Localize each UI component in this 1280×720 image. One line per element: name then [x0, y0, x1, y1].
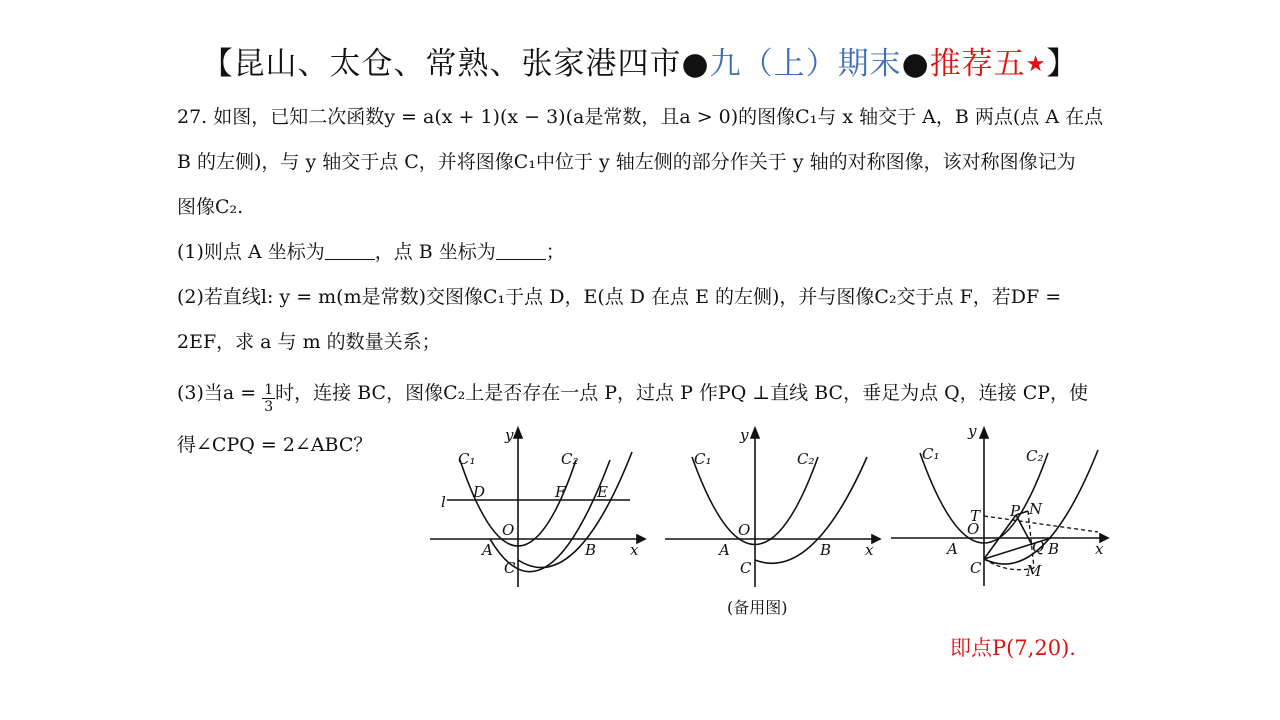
q3-pre: (3)当a = — [177, 382, 263, 404]
fraction-numerator: 1 — [264, 382, 274, 398]
problem-number: 27. — [177, 106, 208, 128]
segment-cp — [984, 515, 1016, 559]
label-p: P — [1010, 502, 1021, 520]
q1-text-b: ，点 B 坐标为 — [374, 241, 496, 263]
title-recommend: 推荐五 — [929, 46, 1026, 82]
label-n: N — [1029, 500, 1043, 518]
question-2-line2: 2EF，求 a 与 m 的数量关系； — [177, 331, 441, 353]
fraction-one-third — [262, 382, 275, 415]
label-m: M — [1026, 562, 1042, 580]
title-bracket-open: 【 — [201, 46, 234, 82]
title-dot: ● — [901, 46, 930, 82]
question-3-line2: 得∠CPQ = 2∠ABC？ — [177, 434, 373, 456]
figure-2 — [662, 422, 887, 592]
label-b: B — [820, 541, 832, 559]
figure-1 — [425, 422, 650, 592]
label-o: O — [502, 521, 515, 539]
label-c: C — [740, 559, 752, 577]
problem-stem-line3: 图像C₂. — [177, 196, 244, 218]
answer-blank-b — [496, 241, 546, 260]
title-bracket-close: 】 — [1046, 46, 1079, 82]
label-x: x — [865, 541, 874, 559]
label-o: O — [967, 520, 980, 538]
dashed-line-t — [984, 516, 1098, 532]
label-c1: C₁ — [922, 445, 940, 463]
q1-text-a: (1)则点 A 坐标为 — [177, 241, 325, 263]
title-region: 昆山、太仓、常熟、张家港四市● — [233, 46, 710, 82]
question-3-line1 — [177, 378, 1088, 415]
answer-text: 即点P(7,20). — [950, 636, 1076, 660]
question-1 — [177, 237, 565, 264]
label-x: x — [1095, 540, 1104, 558]
label-c2: C₂ — [797, 450, 815, 468]
label-t: T — [970, 507, 981, 525]
q3-post: 时，连接 BC，图像C₂上是否存在一点 P，过点 P 作PQ ⊥直线 BC，垂足为点 Q，连接 CP，使 — [275, 382, 1089, 404]
star-icon: ★ — [1025, 52, 1047, 77]
answer-blank-a — [325, 241, 375, 260]
curve-c2 — [755, 457, 867, 563]
y-axis-arrow — [514, 428, 522, 438]
label-e: E — [597, 483, 608, 501]
label-c: C — [970, 559, 982, 577]
label-a: A — [482, 541, 493, 559]
label-l: l — [441, 493, 446, 511]
label-q: Q — [1032, 538, 1045, 556]
problem-stem-line2: B 的左侧)，与 y 轴交于点 C，并将图像C₁中位于 y 轴左侧的部分作关于 y 轴的对称图像，该对称图像记为 — [177, 151, 1076, 173]
figure-3 — [888, 418, 1113, 588]
title-term: 九（上）期末 — [709, 46, 902, 82]
label-y: y — [505, 426, 514, 444]
label-d: D — [473, 483, 486, 501]
question-2-line1: (2)若直线l: y = m(m是常数)交图像C₁于点 D，E(点 D 在点 E 的左侧)，并与图像C₂交于点 F，若DF = — [177, 286, 1062, 308]
label-a: A — [947, 540, 958, 558]
q1-text-c: ； — [545, 241, 565, 263]
fraction-denominator: 3 — [264, 399, 274, 415]
label-y: y — [740, 426, 749, 444]
label-f: F — [555, 483, 566, 501]
label-o: O — [738, 521, 751, 539]
label-c1: C₁ — [694, 450, 712, 468]
label-b: B — [1048, 540, 1060, 558]
y-axis-arrow — [980, 428, 988, 438]
label-a: A — [719, 541, 730, 559]
figure-caption: (备用图) — [727, 598, 788, 617]
label-b: B — [585, 541, 597, 559]
problem-stem-line1 — [177, 102, 1103, 129]
page-title — [0, 38, 1280, 83]
label-c1: C₁ — [458, 450, 476, 468]
label-y: y — [968, 422, 977, 440]
stem-text-1: 如图，已知二次函数y = a(x + 1)(x − 3)(a是常数，且a > 0)的图像C₁与 x 轴交于 A，B 两点(点 A 在点 — [213, 106, 1104, 128]
label-c2: C₂ — [561, 450, 579, 468]
label-x: x — [630, 541, 639, 559]
y-axis-arrow — [751, 428, 759, 438]
label-c2: C₂ — [1026, 447, 1044, 465]
label-c: C — [504, 559, 516, 577]
curve-c2 — [518, 452, 632, 568]
